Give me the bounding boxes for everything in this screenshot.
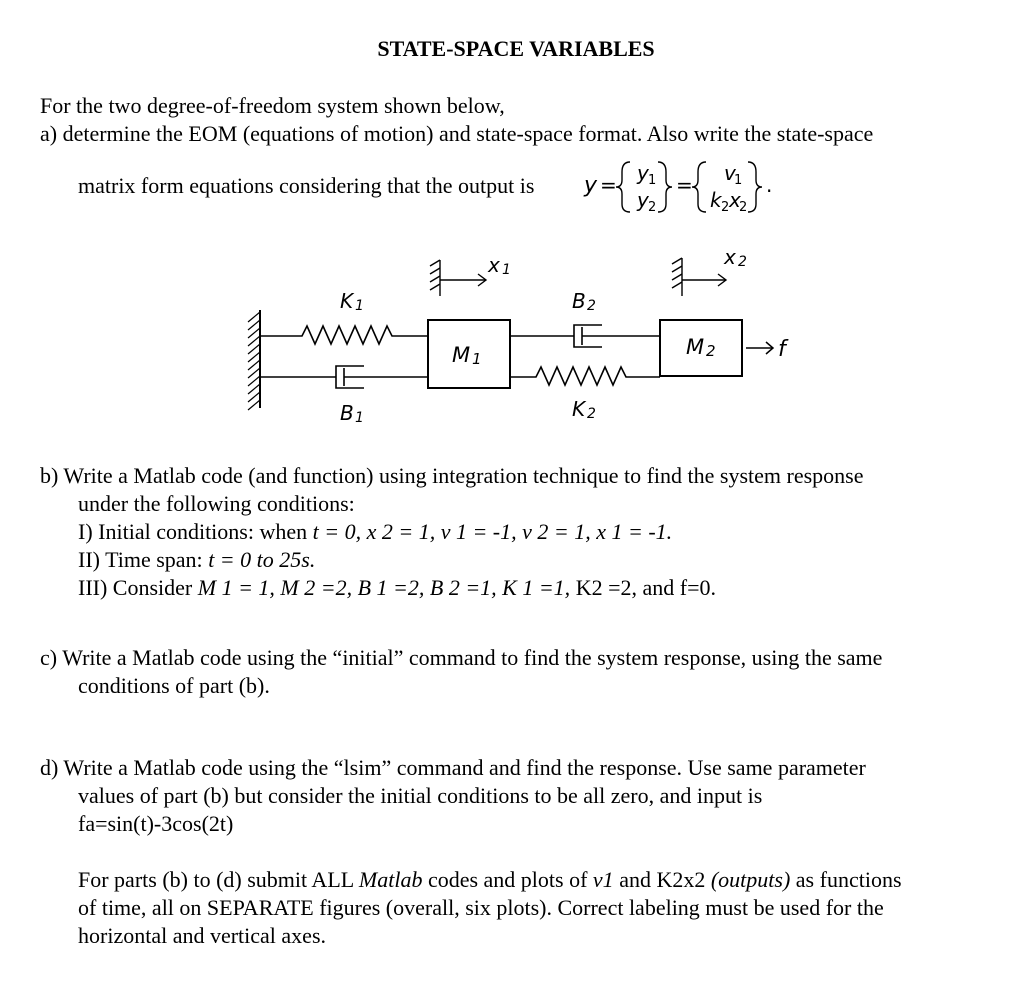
part-b-item-1 <box>78 518 672 546</box>
v1-subscript: 1 <box>734 173 743 188</box>
k2-symbol: k <box>710 188 722 212</box>
closing-k2x2: K2x2 <box>656 867 706 892</box>
closing-and: and <box>613 867 657 892</box>
spring-k2 <box>510 367 660 385</box>
k1-subscript: 1 <box>355 298 364 314</box>
item-2-timespan: t = 0 to 25s. <box>208 547 316 572</box>
k2-label: K <box>572 397 586 421</box>
part-c-line-2: conditions of part (b). <box>78 673 270 698</box>
m2-label: M <box>686 335 705 359</box>
m1-label: M <box>452 343 471 367</box>
part-a-line-1: a) determine the EOM (equations of motion) and state-space format. Also write the state-space <box>40 121 874 146</box>
x2-reference-arrow <box>672 258 726 296</box>
output-vector-equation <box>582 152 802 222</box>
item-2-prefix: II) Time span: <box>78 547 209 572</box>
part-b-line-1: b) Write a Matlab code (and function) using integration technique to find the system response <box>40 463 864 488</box>
b2-subscript: 2 <box>587 298 596 314</box>
item-1-conditions: t = 0, x 2 = 1, v 1 = -1, v 2 = 1, x 1 = -1. <box>312 519 673 544</box>
left-brace-2 <box>692 162 706 212</box>
x2-subscript: 2 <box>739 200 748 215</box>
part-d-line-3: fa=sin(t)-3cos(2t) <box>78 811 234 836</box>
x1-subscript: 1 <box>502 262 511 278</box>
period: . <box>766 173 773 197</box>
item-3-prefix: III) Consider <box>78 575 198 600</box>
item-1-prefix: I) Initial conditions: when <box>78 519 313 544</box>
fixed-wall <box>248 310 260 410</box>
closing-outputs: (outputs) <box>705 867 791 892</box>
mass-spring-damper-diagram <box>240 240 820 430</box>
force-arrow <box>746 342 773 354</box>
x2-label: x <box>724 245 736 269</box>
closing-v1: v1 <box>592 867 614 892</box>
k2-subscript: 2 <box>587 406 596 422</box>
x2-symbol: x <box>729 188 741 212</box>
damper-b1 <box>260 366 428 388</box>
part-d-line-1: d) Write a Matlab code using the “lsim” command and find the response. Use same parameter <box>40 755 866 780</box>
closing-pre: For parts (b) to (d) submit ALL <box>78 867 359 892</box>
k1-label: K <box>340 289 354 313</box>
closing-line-3: horizontal and vertical axes. <box>78 923 327 948</box>
part-b-item-2 <box>78 546 315 574</box>
item-3-parameters: M 1 = 1, M 2 =2, B 1 =2, B 2 =1, K 1 =1, <box>197 575 571 600</box>
left-brace-1 <box>616 162 630 212</box>
equals-sign-2: = <box>676 173 693 197</box>
part-b-line-2: under the following conditions: <box>78 491 355 516</box>
closing-mid: codes and plots of <box>422 867 593 892</box>
x2-subscript: 2 <box>738 254 747 270</box>
y1-symbol: y <box>637 161 649 185</box>
k2-subscript: 2 <box>721 200 730 215</box>
x1-label: x <box>488 253 500 277</box>
closing-matlab: Matlab <box>358 867 423 892</box>
part-d-line-2: values of part (b) but consider the initial conditions to be all zero, and input is <box>78 783 763 808</box>
b1-label: B <box>340 401 354 425</box>
force-label: f <box>778 337 786 362</box>
v1-symbol: v <box>724 161 736 185</box>
spring-k1 <box>260 326 428 344</box>
intro-text: For the two degree-of-freedom system shown below, <box>40 93 505 118</box>
part-a-line-2: matrix form equations considering that the output is <box>78 173 535 198</box>
equals-sign-1: = <box>600 173 617 197</box>
item-3-suffix: K2 =2, and f=0. <box>575 575 716 600</box>
y-symbol: y <box>584 173 598 198</box>
m1-subscript: 1 <box>472 350 482 368</box>
right-brace-2 <box>748 162 762 212</box>
damper-b2 <box>510 325 660 347</box>
b1-subscript: 1 <box>355 410 364 426</box>
b2-label: B <box>572 289 586 313</box>
closing-post: as functions <box>790 867 902 892</box>
x1-reference-arrow <box>430 260 486 296</box>
y1-subscript: 1 <box>648 173 657 188</box>
m2-subscript: 2 <box>706 342 716 360</box>
right-brace-1 <box>658 162 672 212</box>
part-c-line-1: c) Write a Matlab code using the “initial” command to find the system response, using the same <box>40 645 883 670</box>
part-b-item-3 <box>78 574 716 602</box>
closing-line-1 <box>78 866 902 894</box>
closing-line-2: of time, all on SEPARATE figures (overall, six plots). Correct labeling must be used for the <box>78 895 884 920</box>
y2-subscript: 2 <box>648 200 657 215</box>
page-title: STATE-SPACE VARIABLES <box>377 36 655 61</box>
y2-symbol: y <box>637 188 649 212</box>
